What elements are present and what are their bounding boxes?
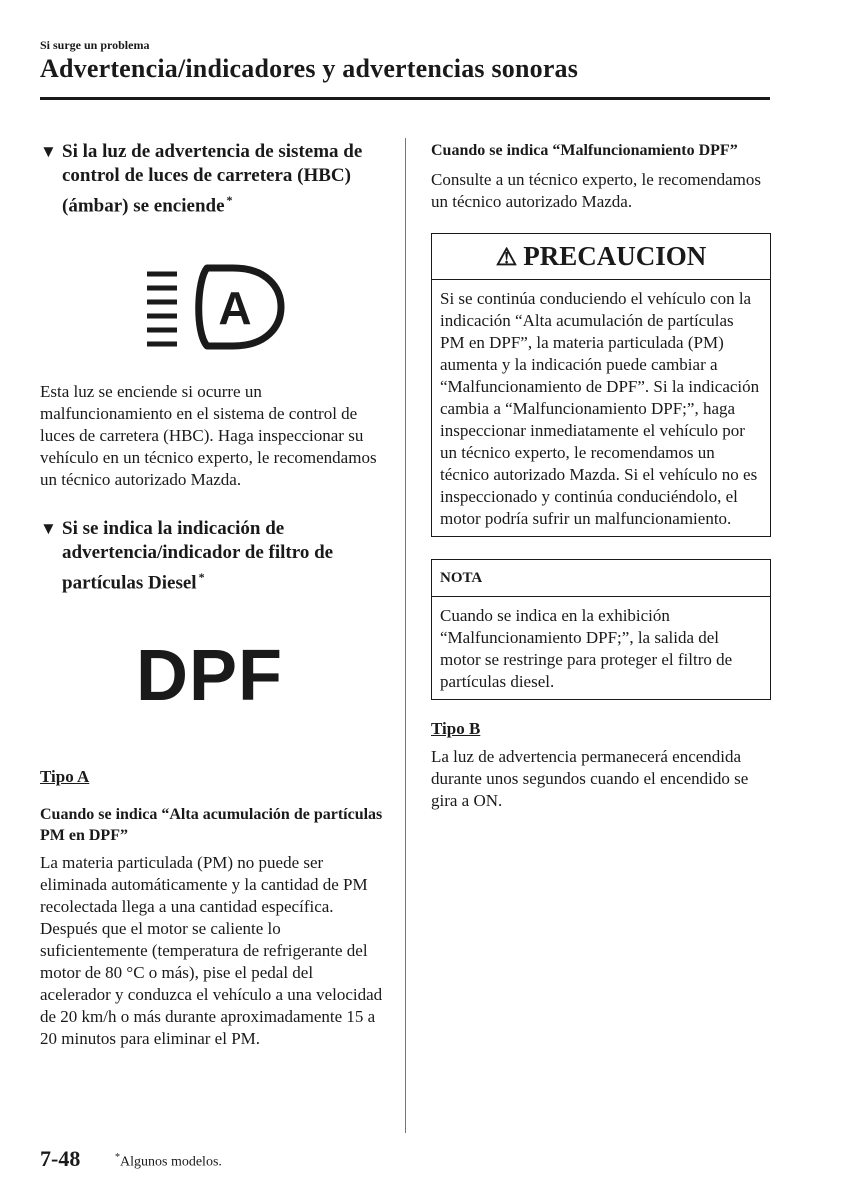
caution-body: Si se continúa conduciendo el vehículo con la indicación “Alta acumulación de partículas PM en DPF”, la materia particulada (PM) aumenta y la indicación puede cambiar a “Malfuncionamiento de DPF”. Si la indicación cambia a “Malfuncionamiento DPF;”, haga inspeccionar inmediatamente el vehículo por un técnico experto, le recomendamos un técnico autorizado Mazda. Si el vehículo no es inspeccionado y continúa conduciéndolo, el motor podría sufrir un malfuncionamiento. (440, 289, 760, 528)
title-rule (40, 97, 770, 100)
column-divider (405, 138, 406, 1133)
asterisk-mark: * (226, 193, 233, 207)
section-label: Si surge un problema (40, 38, 150, 52)
tipo-a-subheading: Cuando se indica “Alta acumulación de partículas PM en DPF” (40, 805, 383, 844)
left-column (40, 140, 385, 1050)
malfunction-subheading: Cuando se indica “Malfuncionamiento DPF” (431, 142, 738, 159)
footnote-text: Algunos modelos. (120, 1154, 222, 1170)
triangle-bullet-icon: ▼ (40, 142, 57, 161)
asterisk-mark: * (198, 570, 205, 585)
footnote-mark: * (115, 1152, 120, 1163)
page-number: 7-48 (40, 1146, 81, 1171)
dpf-heading-text: Si se indica la indicación de advertencia/indicador de filtro de partículas Diesel (62, 518, 334, 594)
warning-triangle-icon: ⚠ (495, 245, 518, 271)
hbc-heading-text: Si la luz de advertencia de sistema de control de luces de carretera (HBC) (ámbar) se enciende (62, 141, 363, 217)
tipo-b-label: Tipo B (431, 719, 481, 738)
tipo-a-para1: La materia particulada (PM) no puede ser eliminada automáticamente y la cantidad de PM recolectada llega a una cantidad específica. (40, 852, 368, 916)
hbc-amber-headlight-icon (145, 262, 285, 352)
right-column (431, 140, 771, 812)
hbc-heading (40, 140, 385, 218)
page-title: Advertencia/indicadores y advertencias sonoras (40, 54, 579, 83)
tipo-b-body: La luz de advertencia permanecerá encendida durante unos segundos cuando el encendido se gira a ON. (431, 747, 749, 810)
caution-title: PRECAUCION (523, 241, 707, 271)
hbc-body: Esta luz se enciende si ocurre un malfuncionamiento en el sistema de control de luces de carretera (HBC). Haga inspeccionar su vehículo en un técnico experto, le recomendamos un técnico autorizado Mazda. (40, 382, 377, 490)
footnote (115, 1152, 222, 1171)
hbc-icon-letter: A (218, 282, 252, 335)
malfunction-body: Consulte a un técnico experto, le recomendamos un técnico autorizado Mazda. (431, 170, 761, 211)
nota-box (431, 559, 771, 700)
dpf-heading (40, 517, 385, 595)
dpf-indicator-icon: DPF (136, 635, 283, 716)
caution-header (432, 234, 770, 280)
triangle-bullet-icon: ▼ (40, 519, 57, 539)
nota-body: Cuando se indica en la exhibición “Malfuncionamiento DPF;”, la salida del motor se restringe para proteger el filtro de partículas diesel. (440, 606, 733, 691)
caution-box (431, 233, 771, 537)
tipo-a-label: Tipo A (40, 766, 90, 786)
tipo-a-para2: Después que el motor se caliente lo suficientemente (temperatura de refrigerante del motor de 80 °C o más), pise el pedal del acelerador y conduzca el vehículo a una velocidad de 20 km/h o más durante aproximadamente 15 a 20 minutos para eliminar el PM. (40, 918, 383, 1048)
nota-title: NOTA (432, 560, 770, 597)
